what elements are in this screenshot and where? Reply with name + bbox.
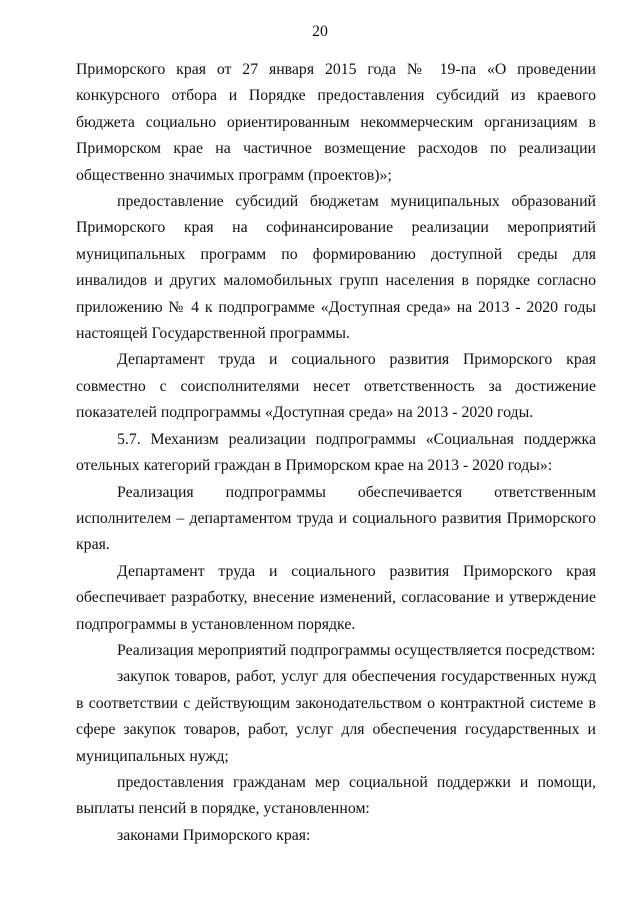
paragraph: Реализация подпрограммы обеспечивается ответственным исполнителем – департаментом труда и социального развития Приморского края. <box>76 483 596 554</box>
section-heading-paragraph: 5.7. Механизм реализации подпрограммы «Социальная поддержка отельных категорий граждан в Приморском крае на 2013 - 2020 годы»: <box>76 430 596 475</box>
page-number: 20 <box>312 23 328 40</box>
paragraph: Реализация мероприятий подпрограммы осуществляется посредством: <box>117 641 596 659</box>
paragraph: Департамент труда и социального развития Приморского края совместно с соисполнителями несет ответственность за достижение показателей подпрограммы «Доступная среда» на 2013 - 2020 годы. <box>76 351 596 422</box>
paragraph: закупок товаров, работ, услуг для обеспечения государственных нужд в соответствии с действующим законодательством о контрактной системе в сфере закупок товаров, работ, услуг для обеспечения государственных и муниципальных нужд; <box>76 668 596 765</box>
paragraph: предоставление субсидий бюджетам муниципальных образований Приморского края на софинансирование реализации мероприятий муниципальных программ по формированию доступной среды для инвалидов и других маломобильных групп населения в порядке согласно приложению № 4 к подпрограмме «Доступная среда» на 2013 - 2020 годы настоящей Государственной программы. <box>76 193 596 343</box>
paragraph-continuation: Приморского края от 27 января 2015 года № 19-па «О проведении конкурсного отбора и Порядке предоставления субсидий из краевого бюджета социально ориентированным некоммерческим организациям в Приморском крае на частичное возмещение расходов по реализации общественно значимых программ (проектов)»; <box>76 61 596 184</box>
paragraph: Департамент труда и социального развития Приморского края обеспечивает разработку, внесение изменений, согласование и утверждение подпрограммы в установленном порядке. <box>76 562 596 633</box>
paragraph: предоставления гражданам мер социальной поддержки и помощи, выплаты пенсий в порядке, установленном: <box>76 773 596 818</box>
document-body <box>76 57 596 849</box>
paragraph: законами Приморского края: <box>117 826 311 844</box>
